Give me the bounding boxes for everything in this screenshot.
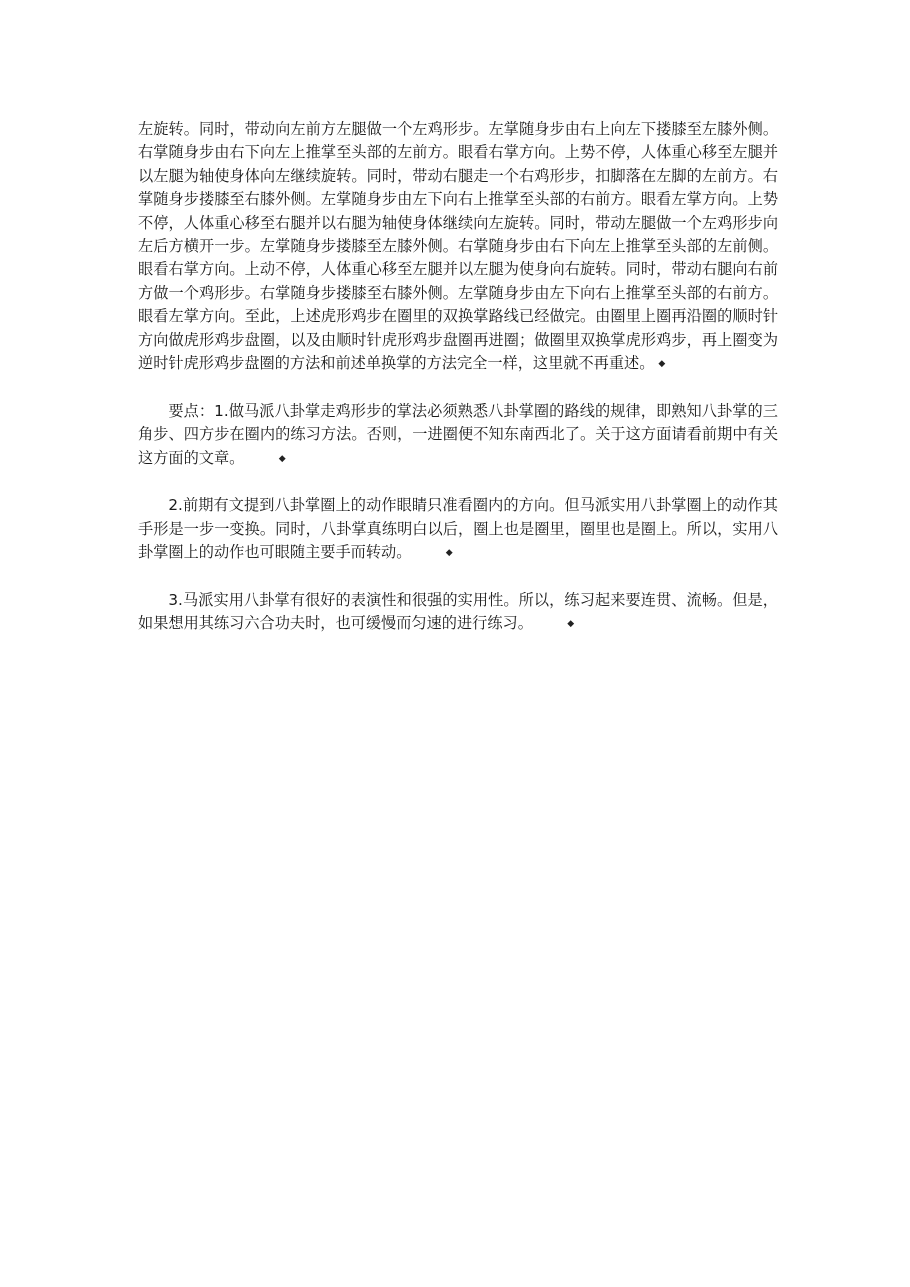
paragraph-4 — [138, 589, 778, 637]
paragraph-1-text: 左旋转。同时，带动向左前方左腿做一个左鸡形步。左掌随身步由右上向左下搂膝至左膝外侧。右掌随身步由右下向左上推掌至头部的左前方。眼看右掌方向。上势不停，人体重心移至左腿并以左腿为轴使身体向左继续旋转。同时，带动右腿走一个右鸡形步，扣脚落在左脚的左前方。右掌随身步搂膝至右膝外侧。左掌随身步由左下向右上推掌至头部的右前方。眼看左掌方向。上势不停，人体重心移至右腿并以右腿为轴使身体继续向左旋转。同时，带动左腿做一个左鸡形步向左后方横开一步。左掌随身步搂膝至左膝外侧。右掌随身步由右下向左上推掌至头部的左前侧。眼看右掌方向。上动不停，人体重心移至左腿并以左腿为使身向右旋转。同时，带动右腿向右前方做一个鸡形步。右掌随身步搂膝至右膝外侧。左掌随身步由左下向右上推掌至头部的右前方。眼看左掌方向。至此，上述虎形鸡步在圈里的双换掌路线已经做完。由圈里上圈再沿圈的顺时针方向做虎形鸡步盘圈，以及由顺时针虎形鸡步盘圈再进圈；做圈里双换掌虎形鸡步，再上圈变为逆时针虎形鸡步盘圈的方法和前述单换掌的方法完全一样，这里就不再重述。 — [138, 120, 778, 373]
paragraph-end-mark: ◆ — [567, 619, 575, 630]
paragraph-spacer — [138, 376, 778, 399]
paragraph-3-text: 2.前期有文提到八卦掌圈上的动作眼睛只准看圈内的方向。但马派实用八卦掌圈上的动作其手形是一步一变换。同时，八卦掌真练明白以后，圈上也是圈里，圈里也是圈上。所以，实用八卦掌圈上的动作也可眼随主要手而转动。 — [138, 496, 778, 562]
paragraph-1 — [138, 118, 778, 376]
paragraph-end-mark: ◆ — [278, 453, 286, 464]
document-body — [138, 118, 778, 637]
paragraph-4-text: 3.马派实用八卦掌有很好的表演性和很强的实用性。所以，练习起来要连贯、流畅。但是，如果想用其练习六合功夫时，也可缓慢而匀速的进行练习。 — [138, 591, 778, 633]
paragraph-3 — [138, 494, 778, 565]
paragraph-end-mark: ◆ — [445, 548, 453, 559]
paragraph-2-text: 要点：1.做马派八卦掌走鸡形步的掌法必须熟悉八卦掌圈的路线的规律，即熟知八卦掌的三角步、四方步在圈内的练习方法。否则，一进圈便不知东南西北了。关于这方面请看前期中有关这方面的文章。 — [138, 401, 778, 467]
paragraph-end-mark: ◆ — [658, 359, 666, 370]
paragraph-2 — [138, 400, 778, 471]
paragraph-spacer — [138, 566, 778, 589]
paragraph-spacer — [138, 471, 778, 494]
